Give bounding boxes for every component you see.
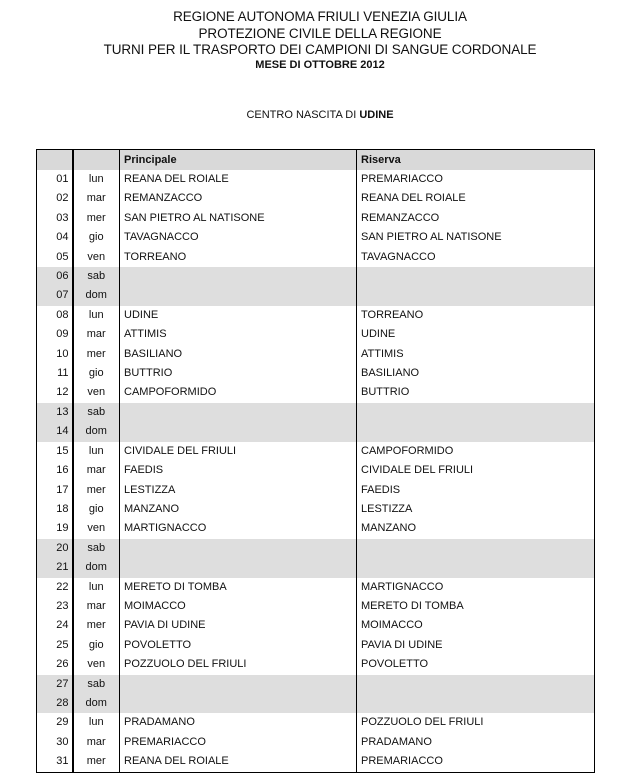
table-row xyxy=(37,519,595,538)
riserva-cell: BASILIANO xyxy=(361,367,420,380)
principale-cell: REANA DEL ROIALE xyxy=(120,752,357,772)
day-number: 11 xyxy=(37,364,73,383)
day-number: 02 xyxy=(37,189,73,208)
day-number: 16 xyxy=(37,461,73,480)
riserva-cell: REANA DEL ROIALE xyxy=(361,192,466,205)
table-row-weekend xyxy=(37,694,595,713)
table-row xyxy=(37,752,595,772)
weekday: sab xyxy=(73,403,120,422)
column-header-number xyxy=(37,150,73,171)
table-row xyxy=(37,461,595,480)
riserva-cell: FAEDIS xyxy=(361,483,401,496)
shift-table xyxy=(36,149,595,773)
table-row-weekend xyxy=(37,539,595,558)
riserva-cell: PAVIA DI UDINE xyxy=(361,638,443,651)
day-number: 17 xyxy=(37,481,73,500)
riserva-cell: PREMARIACCO xyxy=(361,173,443,185)
day-number: 21 xyxy=(37,558,73,577)
day-number: 18 xyxy=(37,500,73,519)
riserva-cell: REMANZACCO xyxy=(361,211,440,224)
principale-cell: BASILIANO xyxy=(120,345,357,364)
weekday: mar xyxy=(73,461,120,480)
weekday: mar xyxy=(73,597,120,616)
weekday: mar xyxy=(73,325,120,344)
weekday: gio xyxy=(73,228,120,247)
principale-cell: UDINE xyxy=(120,306,357,325)
weekday: ven xyxy=(73,655,120,674)
principale-cell: POZZUOLO DEL FRIULI xyxy=(120,655,357,674)
table-row xyxy=(37,636,595,655)
weekday: gio xyxy=(73,500,120,519)
principale-cell: POVOLETTO xyxy=(120,636,357,655)
table-row xyxy=(37,655,595,674)
riserva-cell: TORREANO xyxy=(361,308,424,321)
principale-cell xyxy=(120,558,357,577)
table-row xyxy=(37,500,595,519)
table-row xyxy=(37,383,595,402)
riserva-cell: CAMPOFORMIDO xyxy=(361,444,454,457)
principale-cell: CIVIDALE DEL FRIULI xyxy=(120,442,357,461)
day-number: 19 xyxy=(37,519,73,538)
weekday: lun xyxy=(73,442,120,461)
weekday: ven xyxy=(73,519,120,538)
table-row xyxy=(37,325,595,344)
table-row-weekend xyxy=(37,403,595,422)
principale-cell xyxy=(120,675,357,694)
principale-cell: TAVAGNACCO xyxy=(120,228,357,247)
table-row xyxy=(37,364,595,383)
day-number: 22 xyxy=(37,578,73,597)
principale-cell xyxy=(120,286,357,305)
agency-title: PROTEZIONE CIVILE DELLA REGIONE xyxy=(198,26,442,41)
weekday: mar xyxy=(73,733,120,752)
principale-cell: LESTIZZA xyxy=(120,481,357,500)
day-number: 07 xyxy=(37,286,73,305)
day-number: 01 xyxy=(37,170,73,189)
weekday: mer xyxy=(73,616,120,635)
weekday: lun xyxy=(73,578,120,597)
riserva-cell: POVOLETTO xyxy=(361,658,429,671)
day-number: 06 xyxy=(37,267,73,286)
month-prefix: MESE DI xyxy=(255,59,304,71)
riserva-cell: MANZANO xyxy=(361,522,416,535)
weekday: mer xyxy=(73,752,120,772)
riserva-cell: PRADAMANO xyxy=(361,735,432,748)
riserva-cell xyxy=(357,267,595,286)
weekday: mer xyxy=(73,345,120,364)
weekday: dom xyxy=(73,422,120,441)
day-number: 12 xyxy=(37,383,73,402)
day-number: 26 xyxy=(37,655,73,674)
principale-cell: MANZANO xyxy=(120,500,357,519)
principale-cell: PREMARIACCO xyxy=(120,733,357,752)
table-row-weekend xyxy=(37,558,595,577)
principale-cell: MERETO DI TOMBA xyxy=(120,578,357,597)
riserva-cell: ATTIMIS xyxy=(361,347,404,360)
riserva-cell xyxy=(357,558,595,577)
principale-cell xyxy=(120,422,357,441)
weekday: lun xyxy=(73,170,120,189)
centre-name: UDINE xyxy=(359,109,394,121)
table-row xyxy=(37,481,595,500)
weekday: sab xyxy=(73,675,120,694)
table-row xyxy=(37,616,595,635)
weekday: gio xyxy=(73,636,120,655)
principale-cell xyxy=(120,694,357,713)
table-row xyxy=(37,733,595,752)
day-number: 31 xyxy=(37,752,73,772)
day-number: 13 xyxy=(37,403,73,422)
principale-cell: MARTIGNACCO xyxy=(120,519,357,538)
month-value: OTTOBRE 2012 xyxy=(303,59,385,71)
riserva-cell: MERETO DI TOMBA xyxy=(361,599,464,612)
day-number: 24 xyxy=(37,616,73,635)
riserva-cell: CIVIDALE DEL FRIULI xyxy=(361,464,474,477)
riserva-cell: MARTIGNACCO xyxy=(361,580,444,593)
centre-prefix: CENTRO NASCITA DI xyxy=(246,109,360,121)
day-number: 14 xyxy=(37,422,73,441)
riserva-cell: LESTIZZA xyxy=(361,502,413,515)
riserva-cell: PREMARIACCO xyxy=(361,755,443,768)
principale-cell xyxy=(120,403,357,422)
principale-cell xyxy=(120,267,357,286)
table-row xyxy=(37,209,595,228)
riserva-cell xyxy=(357,422,595,441)
principale-cell: PRADAMANO xyxy=(120,713,357,732)
day-number: 30 xyxy=(37,733,73,752)
table-row-weekend xyxy=(37,675,595,694)
day-number: 23 xyxy=(37,597,73,616)
day-number: 20 xyxy=(37,539,73,558)
month-heading xyxy=(0,59,640,71)
weekday: sab xyxy=(73,539,120,558)
centre-heading xyxy=(0,109,640,121)
table-row xyxy=(37,597,595,616)
day-number: 05 xyxy=(37,248,73,267)
day-number: 10 xyxy=(37,345,73,364)
table-row xyxy=(37,578,595,597)
weekday: dom xyxy=(73,558,120,577)
riserva-cell: POZZUOLO DEL FRIULI xyxy=(361,716,484,729)
region-title: REGIONE AUTONOMA FRIULI VENEZIA GIULIA xyxy=(173,9,467,24)
principale-cell xyxy=(120,539,357,558)
weekday: mer xyxy=(73,481,120,500)
principale-cell: SAN PIETRO AL NATISONE xyxy=(120,209,357,228)
table-row xyxy=(37,170,595,189)
weekday: dom xyxy=(73,286,120,305)
day-number: 09 xyxy=(37,325,73,344)
weekday: gio xyxy=(73,364,120,383)
document-title: TURNI PER IL TRASPORTO DEI CAMPIONI DI SANGUE CORDONALE xyxy=(103,42,537,57)
table-row xyxy=(37,189,595,208)
principale-cell: FAEDIS xyxy=(120,461,357,480)
day-number: 25 xyxy=(37,636,73,655)
table-row-weekend xyxy=(37,267,595,286)
principale-cell: PAVIA DI UDINE xyxy=(120,616,357,635)
principale-cell: CAMPOFORMIDO xyxy=(120,383,357,402)
weekday: mar xyxy=(73,189,120,208)
principale-cell: REMANZACCO xyxy=(120,189,357,208)
riserva-cell xyxy=(357,694,595,713)
table-header-row xyxy=(37,150,595,171)
weekday: mer xyxy=(73,209,120,228)
table-row-weekend xyxy=(37,286,595,305)
weekday: dom xyxy=(73,694,120,713)
principale-cell: BUTTRIO xyxy=(120,364,357,383)
day-number: 04 xyxy=(37,228,73,247)
table-row xyxy=(37,248,595,267)
riserva-cell: BUTTRIO xyxy=(361,386,410,399)
day-number: 15 xyxy=(37,442,73,461)
riserva-cell: MOIMACCO xyxy=(361,619,423,632)
column-header-day xyxy=(73,150,120,171)
day-number: 29 xyxy=(37,713,73,732)
table-row xyxy=(37,345,595,364)
riserva-cell xyxy=(357,675,595,694)
riserva-cell: TAVAGNACCO xyxy=(361,250,436,263)
weekday: sab xyxy=(73,267,120,286)
principale-cell: MOIMACCO xyxy=(120,597,357,616)
weekday: ven xyxy=(73,383,120,402)
principale-cell: REANA DEL ROIALE xyxy=(120,170,357,189)
riserva-cell xyxy=(357,403,595,422)
riserva-cell: UDINE xyxy=(361,328,396,341)
day-number: 28 xyxy=(37,694,73,713)
principale-cell: ATTIMIS xyxy=(120,325,357,344)
table-row xyxy=(37,306,595,325)
table-row-weekend xyxy=(37,422,595,441)
day-number: 03 xyxy=(37,209,73,228)
riserva-cell xyxy=(357,286,595,305)
column-header-riserva: Riserva xyxy=(357,150,595,171)
weekday: lun xyxy=(73,306,120,325)
day-number: 27 xyxy=(37,675,73,694)
weekday: ven xyxy=(73,248,120,267)
table-row xyxy=(37,228,595,247)
riserva-cell: SAN PIETRO AL NATISONE xyxy=(361,231,502,244)
weekday: lun xyxy=(73,713,120,732)
table-row xyxy=(37,442,595,461)
column-header-principale: Principale xyxy=(120,150,357,171)
day-number: 08 xyxy=(37,306,73,325)
riserva-cell xyxy=(357,539,595,558)
table-row xyxy=(37,713,595,732)
principale-cell: TORREANO xyxy=(120,248,357,267)
